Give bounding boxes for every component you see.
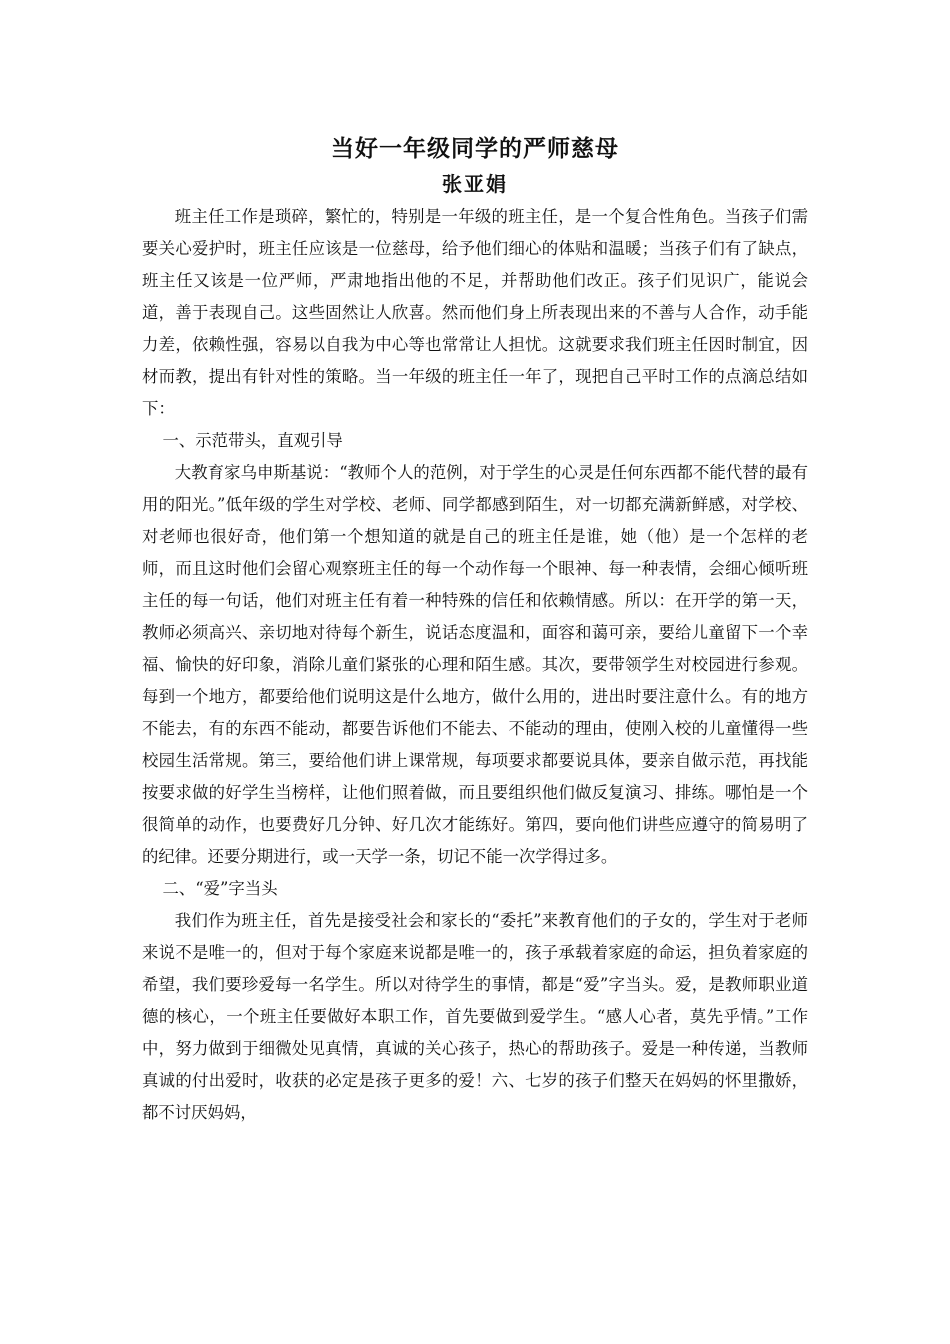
document-author: 张亚娟 [442,172,508,196]
document-body [142,201,808,1129]
body-paragraph-section-1: 大教育家乌申斯基说：“教师个人的范例，对于学生的心灵是任何东西都不能代替的最有用的阳光。”低年级的学生对学校、老师、同学都感到陌生，对一切都充满新鲜感，对学校、对老师也很好奇，他们第一个想知道的就是自己的班主任是谁，她（他）是一个怎样的老师，而且这时他们会留心观察班主任的每一个动作每一个眼神、每一种表情，会细心倾听班主任的每一句话，他们对班主任有着一种特殊的信任和依赖情感。所以：在开学的第一天，教师必须高兴、亲切地对待每个新生，说话态度温和，面容和蔼可亲，要给儿童留下一个幸福、愉快的好印象，消除儿童们紧张的心理和陌生感。其次，要带领学生对校园进行参观。每到一个地方，都要给他们说明这是什么地方，做什么用的，进出时要注意什么。有的地方不能去，有的东西不能动，都要告诉他们不能去、不能动的理由，使刚入校的儿童懂得一些校园生活常规。第三，要给他们讲上课常规，每项要求都要说具体，要亲自做示范，再找能按要求做的好学生当榜样，让他们照着做，而且要组织他们做反复演习、排练。哪怕是一个很简单的动作，也要费好几分钟、好几次才能练好。第四，要向他们讲些应遵守的简易明了的纪律。还要分期进行，或一天学一条，切记不能一次学得过多。 [142,463,808,866]
section-heading-2: 二、“爱”字当头 [162,879,278,898]
document-title: 当好一年级同学的严师慈母 [331,136,619,162]
body-paragraph-section-2: 我们作为班主任，首先是接受社会和家长的“委托”来教育他们的子女的，学生对于老师来说不是唯一的，但对于每个家庭来说都是唯一的，孩子承载着家庭的命运，担负着家庭的希望，我们要珍爱每一名学生。所以对待学生的事情，都是“爱”字当头。爱，是教师职业道德的核心，一个班主任要做好本职工作，首先要做到爱学生。“感人心者，莫先乎情。”工作中，努力做到于细微处见真情，真诚的关心孩子，热心的帮助孩子。爱是一种传递，当教师真诚的付出爱时，收获的必定是孩子更多的爱！六、七岁的孩子们整天在妈妈的怀里撒娇，都不讨厌妈妈， [142,911,808,1122]
body-paragraph-intro: 班主任工作是琐碎，繁忙的，特别是一年级的班主任，是一个复合性角色。当孩子们需要关心爱护时，班主任应该是一位慈母，给予他们细心的体贴和温暖；当孩子们有了缺点，班主任又该是一位严师，严肃地指出他的不足，并帮助他们改正。孩子们见识广，能说会道，善于表现自己。这些固然让人欣喜。然而他们身上所表现出来的不善与人合作，动手能力差，依赖性强，容易以自我为中心等也常常让人担忧。这就要求我们班主任因时制宜，因材而教，提出有针对性的策略。当一年级的班主任一年了，现把自己平时工作的点滴总结如下： [142,207,808,418]
section-heading-1: 一、示范带头，直观引导 [162,431,343,450]
